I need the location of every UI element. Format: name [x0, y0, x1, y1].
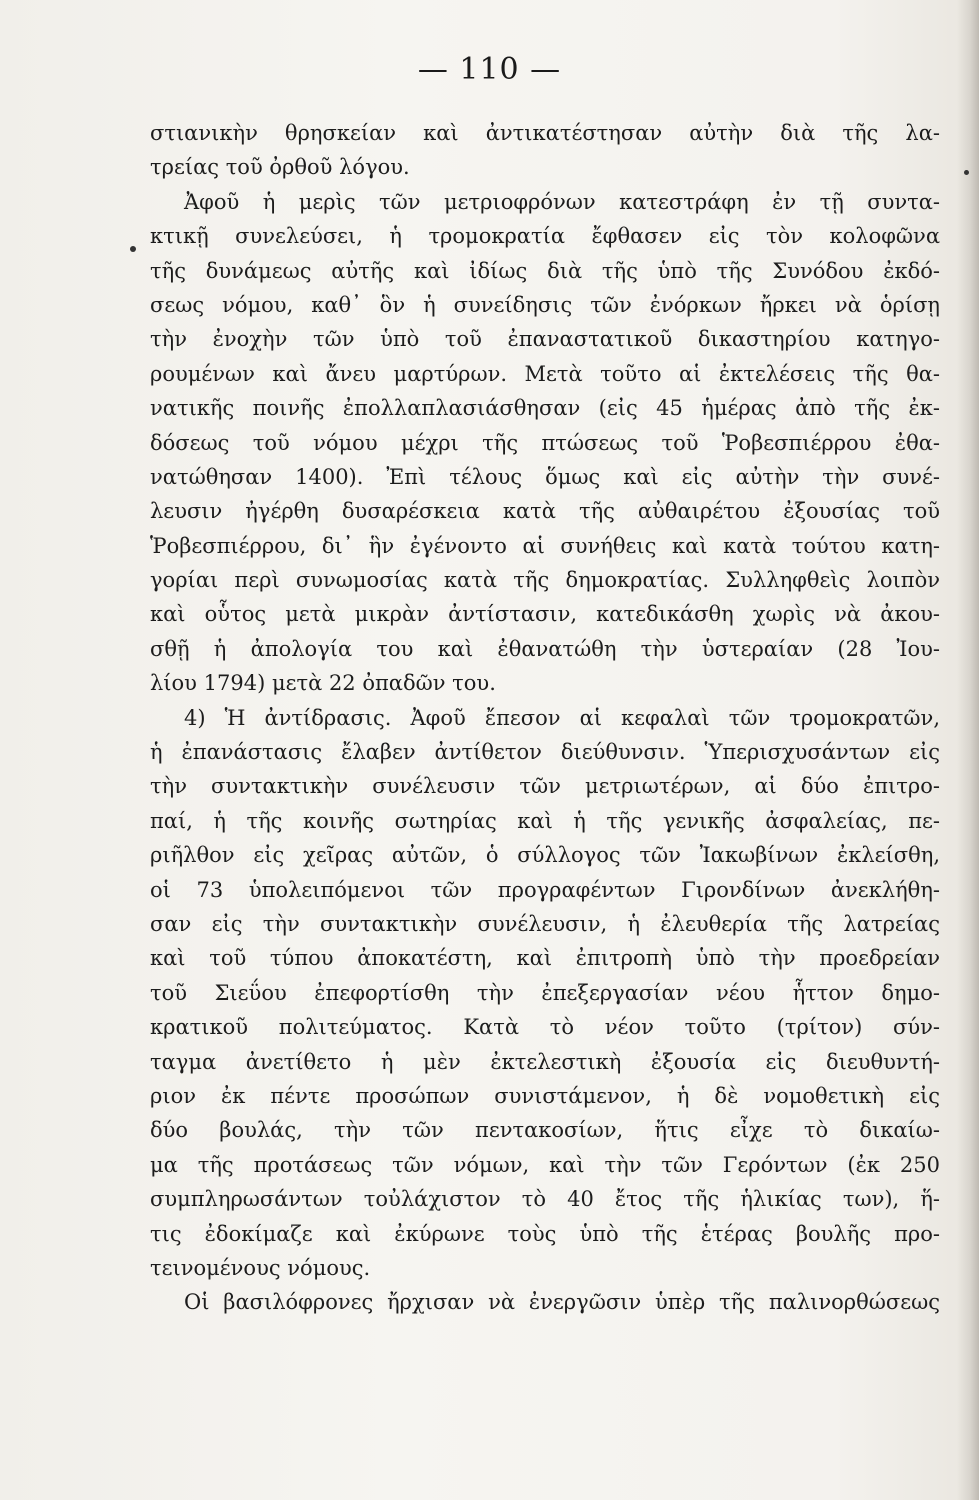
text-line: ρουμένων καὶ ἄνευ μαρτύρων. Μετὰ τοῦτο αἱ ἐκτελέσεις τῆς θα-: [150, 361, 940, 386]
page-spine-shadow: [957, 0, 979, 1500]
text-line: τῆς δυνάμεως αὐτῆς καὶ ἰδίως διὰ τῆς ὑπὸ τῆς Συνόδου ἐκδό-: [150, 258, 940, 283]
text-line: ριον ἐκ πέντε προσώπων συνιστάμενον, ἡ δὲ νομοθετικὴ εἰς: [150, 1083, 940, 1108]
text-line: τὴν ἐνοχὴν τῶν ὑπὸ τοῦ ἐπαναστατικοῦ δικαστηρίου κατηγο-: [150, 327, 940, 352]
text-line: κρατικοῦ πολιτεύματος. Κατὰ τὸ νέον τοῦτο (τρίτον) σύν-: [150, 1015, 940, 1040]
text-line: λίου 1794) μετὰ 22 ὀπαδῶν του.: [150, 671, 496, 696]
text-line: σεως νόμου, καθ᾽ ὃν ἡ συνείδησις τῶν ἐνόρκων ἤρκει νὰ ὁρίσῃ: [150, 292, 940, 317]
text-line: σαν εἰς τὴν συντακτικὴν συνέλευσιν, ἡ ἐλευθερία τῆς λατρείας: [150, 911, 940, 936]
text-line: λευσιν ἠγέρθη δυσαρέσκεια κατὰ τῆς αὐθαιρέτου ἐξουσίας τοῦ: [150, 499, 940, 524]
text-line: δόσεως τοῦ νόμου μέχρι τῆς πτώσεως τοῦ Ῥοβεσπιέρρου ἐθα-: [150, 430, 940, 455]
text-line: τοῦ Σιεΰου ἐπεφορτίσθη τὴν ἐπεξεργασίαν νέου ἧττον δημο-: [150, 980, 940, 1005]
text-line: οἱ 73 ὑπολειπόμενοι τῶν προγραφέντων Γιρονδίνων ἀνεκλήθη-: [150, 877, 940, 902]
text-line: τις ἐδοκίμαζε καὶ ἐκύρωνε τοὺς ὑπὸ τῆς ἑτέρας βουλῆς προ-: [150, 1221, 940, 1246]
body-text: [150, 116, 940, 1320]
section-heading-line: 4) Ἡ ἀντίδρασις. Ἀφοῦ ἔπεσον αἱ κεφαλαὶ τῶν τρομοκρατῶν,: [184, 705, 940, 730]
text-line: Οἱ βασιλόφρονες ἤρχισαν νὰ ἐνεργῶσιν ὑπὲρ τῆς παλινορθώσεως: [184, 1290, 940, 1315]
text-line: παί, ἡ τῆς κοινῆς σωτηρίας καὶ ἡ τῆς γενικῆς ἀσφαλείας, πε-: [150, 808, 940, 833]
text-line: τρείας τοῦ ὀρθοῦ λόγου.: [150, 155, 410, 180]
text-line: τὴν συντακτικὴν συνέλευσιν τῶν μετριωτέρων, αἱ δύο ἐπιτρο-: [150, 774, 940, 799]
text-line: γορίαι περὶ συνωμοσίας κατὰ τῆς δημοκρατίας. Συλληφθεὶς λοιπὸν: [150, 568, 940, 593]
text-line: Ῥοβεσπιέρρου, δι᾽ ἣν ἐγένοντο αἱ συνήθεις καὶ κατὰ τούτου κατη-: [150, 533, 940, 558]
text-line: συμπληρωσάντων τοὐλάχιστον τὸ 40 ἔτος τῆς ἡλικίας των), ἥ-: [150, 1187, 940, 1212]
text-line: νατικῆς ποινῆς ἐπολλαπλασιάσθησαν (εἰς 45 ἡμέρας ἀπὸ τῆς ἐκ-: [150, 396, 940, 421]
text-line: νατώθησαν 1400). Ἐπὶ τέλους ὅμως καὶ εἰς αὐτὴν τὴν συνέ-: [150, 464, 940, 489]
text-line: ταγμα ἀνετίθετο ἡ μὲν ἐκτελεστικὴ ἐξουσία εἰς διευθυντή-: [150, 1049, 940, 1074]
ink-speck: [130, 246, 136, 252]
text-line: ριῆλθον εἰς χεῖρας αὐτῶν, ὁ σύλλογος τῶν Ἰακωβίνων ἐκλείσθη,: [150, 843, 940, 868]
text-line: καὶ τοῦ τύπου ἀποκατέστη, καὶ ἐπιτροπὴ ὑπὸ τὴν προεδρείαν: [150, 946, 940, 971]
text-line: τεινομένους νόμους.: [150, 1255, 371, 1280]
text-line: στιανικὴν θρησκείαν καὶ ἀντικατέστησαν αὐτὴν διὰ τῆς λα-: [150, 121, 940, 145]
text-line: Ἀφοῦ ἡ μερὶς τῶν μετριοφρόνων κατεστράφη ἐν τῇ συντα-: [184, 189, 940, 214]
text-line: δύο βουλάς, τὴν τῶν πεντακοσίων, ἥτις εἶχε τὸ δικαίω-: [150, 1118, 940, 1143]
text-line: κτικῇ συνελεύσει, ἡ τρομοκρατία ἔφθασεν εἰς τὸν κολοφῶνα: [150, 224, 940, 249]
text-line: μα τῆς προτάσεως τῶν νόμων, καὶ τὴν τῶν Γερόντων (ἐκ 250: [150, 1152, 940, 1177]
page-number: — 110 —: [417, 52, 562, 87]
text-line: καὶ οὗτος μετὰ μικρὰν ἀντίστασιν, κατεδικάσθη χωρὶς νὰ ἀκου-: [150, 602, 940, 627]
text-line: ἡ ἐπανάστασις ἔλαβεν ἀντίθετον διεύθυνσιν. Ὑπερισχυσάντων εἰς: [150, 740, 940, 765]
text-line: σθῇ ἡ ἀπολογία του καὶ ἐθανατώθη τὴν ὑστεραίαν (28 Ἰου-: [150, 636, 940, 661]
ink-speck: [964, 170, 969, 175]
